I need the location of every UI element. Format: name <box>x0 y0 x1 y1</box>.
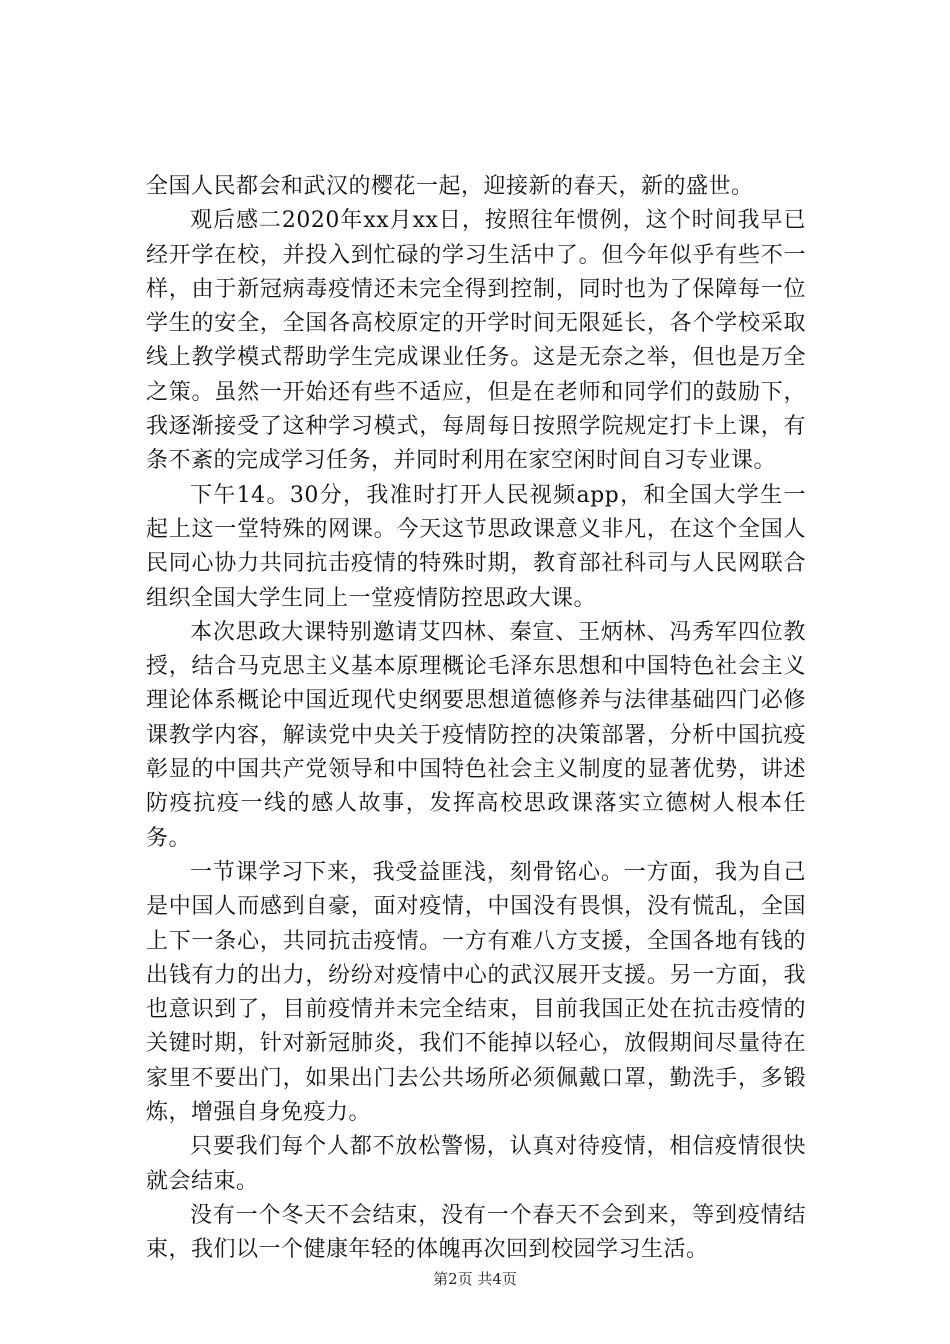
paragraph-2: 观后感二2020年xx月xx日，按照往年惯例，这个时间我早已经开学在校，并投入到忙碌的学习生活中了。但今年似乎有些不一样，由于新冠病毒疫情还未完全得到控制，同时也为了保障每一位学生的安全，全国各高校原定的开学时间无限延长，各个学校采取线上教学模式帮助学生完成课业任务。这是无奈之举，但也是万全之策。虽然一开始还有些不适应，但是在老师和同学们的鼓励下，我逐渐接受了这种学习模式，每周每日按照学院规定打卡上课，有条不紊的完成学习任务，并同时利用在家空闲时间自习专业课。 <box>146 208 806 474</box>
page-number-footer: 第2页 共4页 <box>433 1270 517 1288</box>
paragraph-6: 只要我们每个人都不放松警惕，认真对待疫情，相信疫情很快就会结束。 <box>146 1134 806 1194</box>
paragraph-4: 本次思政大课特别邀请艾四林、秦宣、王炳林、冯秀军四位教授，结合马克思主义基本原理概论毛泽东思想和中国特色社会主义理论体系概论中国近现代史纲要思想道德修养与法律基础四门必修课教学内容，解读党中央关于疫情防控的决策部署，分析中国抗疫彰显的中国共产党领导和中国特色社会主义制度的显著优势，讲述防疫抗疫一线的感人故事，发挥高校思政课落实立德树人根本任务。 <box>146 619 806 851</box>
paragraph-5: 一节课学习下来，我受益匪浅，刻骨铭心。一方面，我为自己是中国人而感到自豪，面对疫情，中国没有畏惧，没有慌乱，全国上下一条心，共同抗击疫情。一方有难八方支援，全国各地有钱的出钱有力的出力，纷纷对疫情中心的武汉展开支援。另一方面，我也意识到了，目前疫情并未完全结束，目前我国正处在抗击疫情的关键时期，针对新冠肺炎，我们不能掉以轻心，放假期间尽量待在家里不要出门，如果出门去公共场所必须佩戴口罩，勤洗手，多锻炼，增强自身免疫力。 <box>146 859 806 1126</box>
document-body <box>146 170 806 1268</box>
paragraph-1: 全国人民都会和武汉的樱花一起，迎接新的春天，新的盛世。 <box>146 174 754 199</box>
paragraph-7: 没有一个冬天不会结束，没有一个春天不会到来，等到疫情结束，我们以一个健康年轻的体魄再次回到校园学习生活。 <box>146 1202 806 1263</box>
paragraph-3: 下午14。30分，我准时打开人民视频app，和全国大学生一起上这一堂特殊的网课。今天这节思政课意义非凡，在这个全国人民同心协力共同抗击疫情的特殊时期，教育部社科司与人民网联合组织全国大学生同上一堂疫情防控思政大课。 <box>146 482 806 611</box>
